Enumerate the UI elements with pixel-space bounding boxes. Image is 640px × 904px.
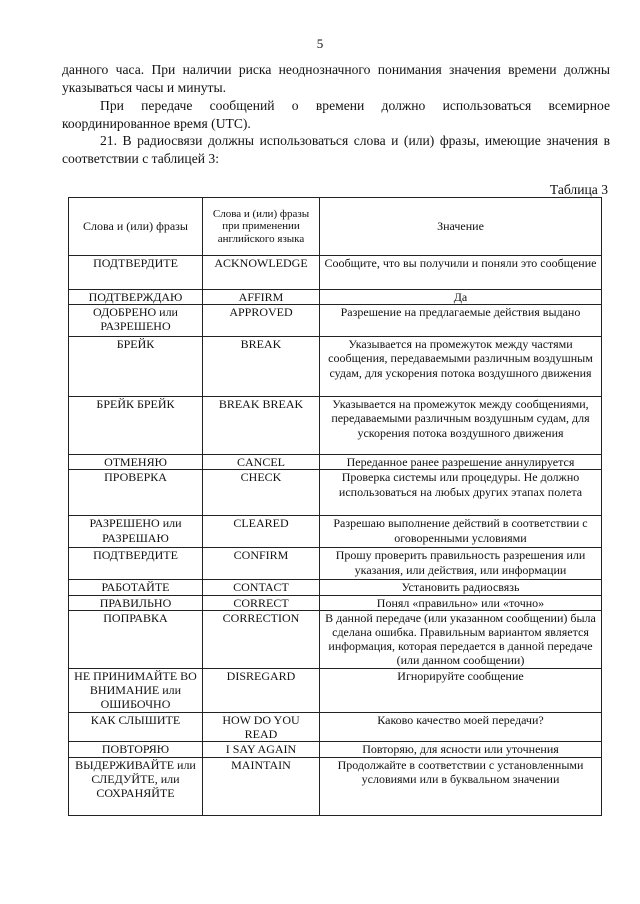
cell-meaning: Переданное ранее разрешение аннулируется [320,455,602,470]
cell-meaning: Повторяю, для ясности или уточнения [320,742,602,758]
cell-ru-phrase: РАБОТАЙТЕ [69,580,203,595]
cell-en-phrase: I SAY AGAIN [203,742,320,758]
cell-en-phrase: CONTACT [203,580,320,595]
table-row [69,290,602,305]
cell-ru-phrase: ПОДТВЕРДИТЕ [69,548,203,580]
cell-en-phrase: AFFIRM [203,290,320,305]
cell-meaning: Указывается на промежуток между частями сообщения, передаваемыми различным воздушным судам, для ускорения потока воздушного движения [320,337,602,397]
table-row [69,337,602,397]
table-row [69,742,602,758]
cell-meaning: Указывается на промежуток между сообщениями, передаваемыми различным воздушным судам, для ускорения потока воздушного движения [320,397,602,455]
cell-ru-phrase: ПРОВЕРКА [69,470,203,516]
cell-ru-phrase: ПОВТОРЯЮ [69,742,203,758]
cell-en-phrase: DISREGARD [203,668,320,712]
cell-ru-phrase: ОТМЕНЯЮ [69,455,203,470]
table-row [69,580,602,595]
cell-ru-phrase: БРЕЙК [69,337,203,397]
cell-en-phrase: ACKNOWLEDGE [203,256,320,290]
cell-meaning: Каково качество моей передачи? [320,712,602,741]
cell-meaning: Проверка системы или процедуры. Не должно использоваться на любых других этапах полета [320,470,602,516]
header-en-phrases: Слова и (или) фразы при применении английского языка [203,198,320,256]
cell-ru-phrase: ОДОБРЕНО или РАЗРЕШЕНО [69,305,203,337]
table-row [69,548,602,580]
table-row [69,470,602,516]
cell-ru-phrase: ПРАВИЛЬНО [69,595,203,610]
cell-en-phrase: CANCEL [203,455,320,470]
table-row [69,758,602,816]
paragraph-2: При передаче сообщений о времени должно использоваться всемирное координированное время (UTC). [62,98,610,131]
cell-meaning: Понял «правильно» или «точно» [320,595,602,610]
cell-en-phrase: HOW DO YOU READ [203,712,320,741]
cell-meaning: Разрешаю выполнение действий в соответствии с оговоренными условиями [320,516,602,548]
cell-ru-phrase: ПОДТВЕРДИТЕ [69,256,203,290]
table-row [69,516,602,548]
page-number: 5 [316,36,324,51]
header-ru-phrases: Слова и (или) фразы [69,198,203,256]
cell-ru-phrase: РАЗРЕШЕНО или РАЗРЕШАЮ [69,516,203,548]
cell-meaning: В данной передаче (или указанном сообщении) была сделана ошибка. Правильным вариантом является информация, которая передается в данной передаче (или данном сообщении) [320,610,602,668]
table-row [69,595,602,610]
cell-en-phrase: CHECK [203,470,320,516]
cell-meaning: Да [320,290,602,305]
table-row [69,610,602,668]
cell-en-phrase: CLEARED [203,516,320,548]
cell-meaning: Сообщите, что вы получили и поняли это сообщение [320,256,602,290]
cell-meaning: Прошу проверить правильность разрешения или указания, или действия, или информации [320,548,602,580]
cell-meaning: Разрешение на предлагаемые действия выдано [320,305,602,337]
cell-en-phrase: CORRECT [203,595,320,610]
table-row [69,305,602,337]
table-row [69,712,602,741]
cell-ru-phrase: БРЕЙК БРЕЙК [69,397,203,455]
paragraph-1: данного часа. При наличии риска неоднозначного понимания значения времени должны указываться часы и минуты. [62,62,610,95]
radio-phrases-table [68,197,602,816]
cell-en-phrase: BREAK BREAK [203,397,320,455]
paragraph-3: 21. В радиосвязи должны использоваться слова и (или) фразы, имеющие значения в соответствии с таблицей 3: [62,133,610,166]
cell-en-phrase: MAINTAIN [203,758,320,816]
table-row [69,397,602,455]
table-caption: Таблица 3 [549,182,608,197]
header-meaning: Значение [320,198,602,256]
cell-en-phrase: BREAK [203,337,320,397]
cell-ru-phrase: ПОДТВЕРЖДАЮ [69,290,203,305]
cell-ru-phrase: ВЫДЕРЖИВАЙТЕ или СЛЕДУЙТЕ, или СОХРАНЯЙТЕ [69,758,203,816]
cell-meaning: Продолжайте в соответствии с установленными условиями или в буквальном значении [320,758,602,816]
cell-en-phrase: CONFIRM [203,548,320,580]
cell-en-phrase: CORRECTION [203,610,320,668]
table-row [69,256,602,290]
cell-ru-phrase: НЕ ПРИНИМАЙТЕ ВО ВНИМАНИЕ или ОШИБОЧНО [69,668,203,712]
cell-ru-phrase: ПОПРАВКА [69,610,203,668]
cell-en-phrase: APPROVED [203,305,320,337]
table-row [69,455,602,470]
table-row [69,668,602,712]
cell-meaning: Игнорируйте сообщение [320,668,602,712]
cell-ru-phrase: КАК СЛЫШИТЕ [69,712,203,741]
cell-meaning: Установить радиосвязь [320,580,602,595]
